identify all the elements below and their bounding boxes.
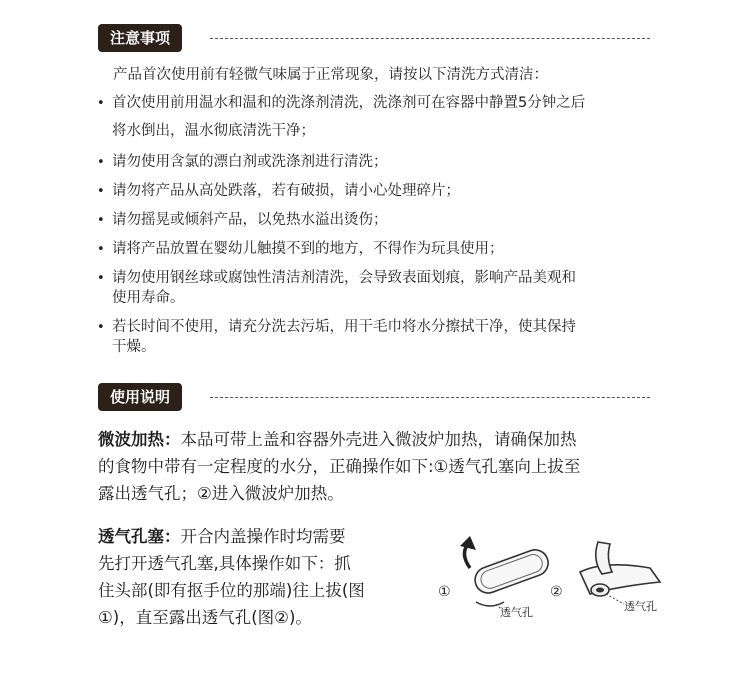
bullet-icon: •: [97, 184, 105, 199]
list-item: 请勿使用钢丝球或腐蚀性清洁剂清洗，会导致表面划痕，影响产品美观和: [112, 270, 576, 286]
microwave-line-1: [98, 428, 577, 452]
bullet-icon: •: [97, 242, 105, 257]
list-item: 首次使用前用温水和温和的洗涤剂清洗，洗涤剂可在容器中静置5分钟之后: [112, 95, 586, 111]
vent-line-3: 住头部(即有抠手位的那端)往上拔(图: [98, 581, 365, 600]
list-item-continued: 干燥。: [112, 339, 156, 355]
vent-label: 透气孔塞：: [98, 527, 181, 546]
usage-section-title: 使用说明: [98, 383, 182, 411]
list-item: 请将产品放置在婴幼儿触摸不到的地方，不得作为玩具使用；: [112, 241, 504, 257]
microwave-line-3: 露出透气孔；②进入微波炉加热。: [98, 484, 344, 503]
arrow-head-icon: [460, 536, 476, 550]
opened-plug-icon: [580, 542, 660, 596]
notes-title-divider: [210, 38, 650, 39]
notes-section-title: 注意事项: [98, 24, 182, 52]
list-item: 请勿将产品从高处跌落，若有破损，请小心处理碎片；: [112, 183, 460, 199]
bullet-icon: •: [97, 320, 105, 335]
microwave-label: 微波加热：: [98, 430, 181, 449]
vent-line-1: [98, 525, 346, 549]
list-item: 若长时间不使用，请充分洗去污垢，用干毛巾将水分擦拭干净，使其保持: [112, 319, 576, 335]
figure-1-number: ①: [438, 584, 451, 600]
list-item: 请勿使用含氯的漂白剂或洗涤剂进行清洗；: [112, 154, 388, 170]
vent-text: 开合内盖操作时均需要: [180, 527, 346, 546]
microwave-text: 本品可带上盖和容器外壳进入微波炉加热，请确保加热: [180, 430, 577, 449]
bullet-icon: •: [97, 213, 105, 228]
microwave-line-2: 的食物中带有一定程度的水分，正确操作如下:①透气孔塞向上拔至: [98, 457, 581, 476]
figure-1-caption: 透气孔: [500, 606, 533, 619]
figure-2-leader: [606, 594, 624, 604]
bullet-icon: •: [97, 96, 105, 111]
list-item-continued: 将水倒出，温水彻底清洗干净；: [112, 123, 315, 139]
notes-intro: 产品首次使用前有轻微气味属于正常现象，请按以下清洗方式清洁：: [113, 67, 548, 83]
bullet-icon: •: [97, 155, 105, 170]
usage-title-divider: [210, 397, 650, 398]
list-item: 请勿摇晃或倾斜产品，以免热水溢出烫伤；: [112, 212, 388, 228]
vent-line-2: 先打开透气孔塞,具体操作如下：抓: [98, 554, 351, 573]
vent-plug-illustration: [430, 520, 670, 620]
bullet-icon: •: [97, 271, 105, 286]
figure-1: [438, 536, 552, 619]
figure-2-caption: 透气孔: [624, 600, 657, 613]
vent-line-4: ①)，直至露出透气孔(图②)。: [98, 608, 312, 627]
figure-2-number: ②: [550, 584, 563, 600]
list-item-continued: 使用寿命。: [112, 290, 185, 306]
plug-icon: [471, 546, 551, 606]
figure-2: [550, 542, 660, 613]
